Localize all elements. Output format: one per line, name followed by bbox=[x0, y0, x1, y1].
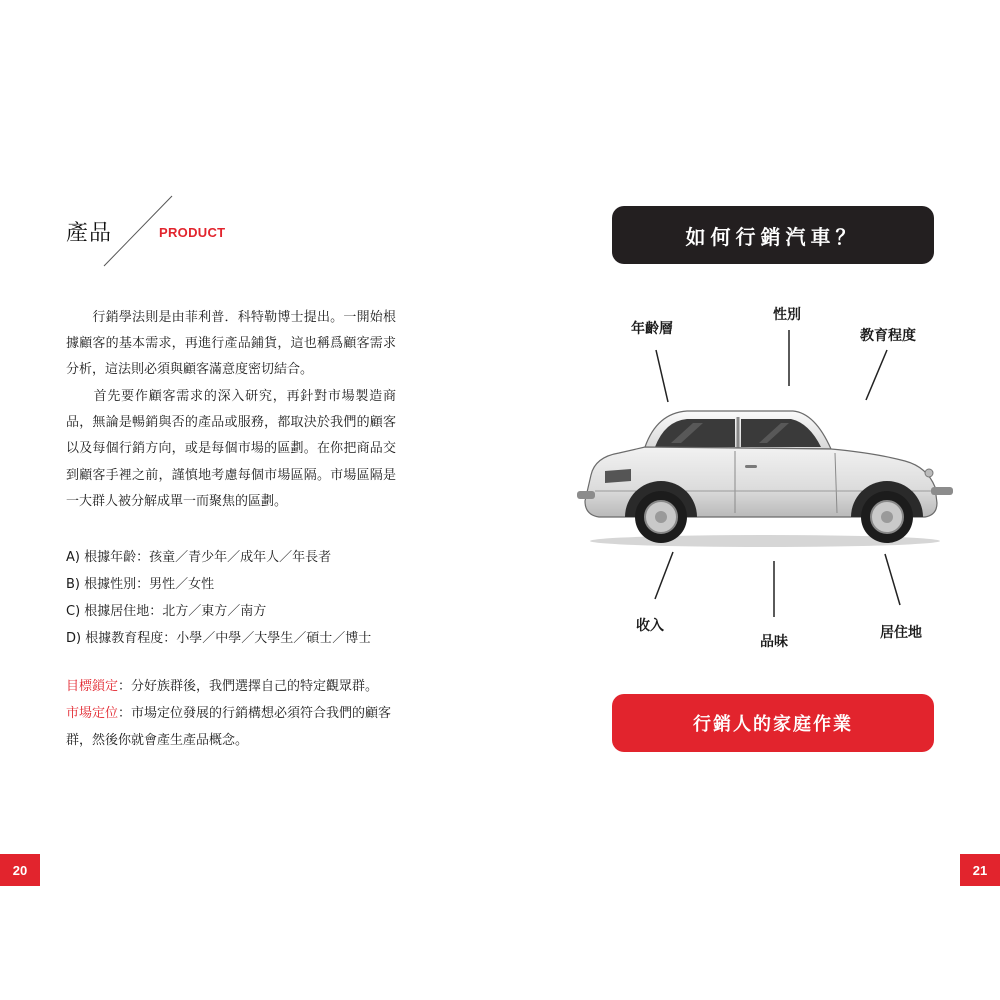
list-item: A) 根據年齡：孩童／青少年／成年人／年長者 bbox=[66, 550, 332, 565]
list-item: B) 根據性別：男性／女性 bbox=[66, 577, 215, 592]
segment-label-income: 收入 bbox=[636, 618, 664, 634]
segment-label-residence: 居住地 bbox=[880, 625, 922, 641]
list-item: C) 根據居住地：北方／東方／南方 bbox=[66, 604, 267, 619]
note-text: ：市場定位發展的行銷構想必須符合我們的顧客群，然後你就會產生產品概念。 bbox=[66, 706, 392, 748]
segment-label-gender: 性別 bbox=[773, 307, 801, 323]
body-paragraph-1: 行銷學法則是由菲利普．科特勒博士提出。一開始根據顧客的基本需求，再進行產品鋪貨，這也稱爲顧客需求分析，這法則必須與顧客滿意度密切結合。 bbox=[66, 310, 396, 378]
connector-income bbox=[655, 552, 673, 599]
segmentation-list bbox=[66, 544, 406, 652]
segment-label-age: 年齡層 bbox=[631, 321, 673, 337]
homework-banner: 行銷人的家庭作業 bbox=[612, 694, 934, 752]
list-item: D) 根據教育程度：小學／中學／大學生／碩士／博士 bbox=[66, 631, 372, 646]
note-key: 市場定位 bbox=[66, 706, 119, 721]
section-title-en: PRODUCT bbox=[159, 225, 226, 240]
page-number-right: 21 bbox=[960, 854, 1000, 886]
note-text: ：分好族群後，我們選擇自己的特定觀眾群。 bbox=[118, 679, 379, 694]
vintage-car-icon bbox=[575, 395, 960, 555]
note-targeting bbox=[66, 673, 406, 700]
section-title-zh: 產品 bbox=[66, 221, 113, 246]
note-key: 目標鎖定 bbox=[66, 679, 119, 694]
question-banner: 如何行銷汽車？ bbox=[612, 206, 934, 264]
connector-education bbox=[866, 350, 887, 400]
page-number-left: 20 bbox=[0, 854, 40, 886]
segment-label-taste: 品味 bbox=[760, 634, 788, 650]
segment-label-education: 教育程度 bbox=[860, 328, 916, 344]
connector-residence bbox=[885, 554, 900, 605]
body-paragraph-2: 首先要作顧客需求的深入研究，再針對市場製造商品，無論是暢銷與否的產品或服務，都取決於我們的顧客以及每個行銷方向，或是每個市場的區劃。在你把商品交到顧客手裡之前，謹慎地考慮每個市場區隔。市場區隔是一大群人被分解成單一而聚焦的區劃。 bbox=[66, 389, 396, 509]
note-positioning bbox=[66, 700, 406, 754]
